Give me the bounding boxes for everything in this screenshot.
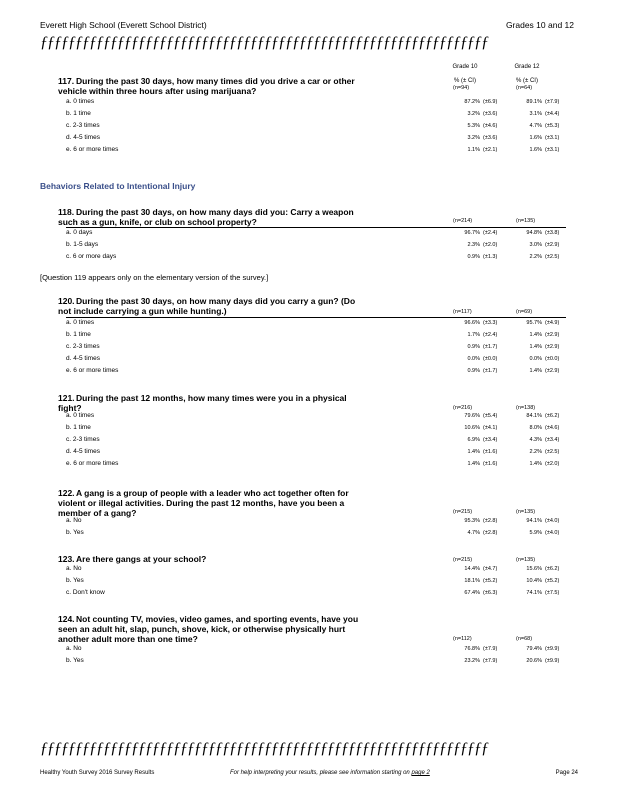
grade10-value: 67.4% <box>464 590 480 596</box>
n-grade10: (n=215) <box>453 509 473 515</box>
grade10-value: 3.2% <box>467 111 480 117</box>
n-grade10: (n=112) <box>453 636 472 642</box>
grade12-value: 95.7% <box>526 320 542 326</box>
q123-options <box>66 563 566 599</box>
option-label: c. Don't know <box>66 589 105 596</box>
grade10-ci: (±3.4) <box>483 437 498 443</box>
grade10-ci: (±6.3) <box>483 590 498 596</box>
grade12-value: 5.9% <box>529 530 542 536</box>
grade10-value: 0.9% <box>467 368 480 374</box>
grade10-value: 96.7% <box>464 230 480 236</box>
question-number: 121. <box>58 393 75 403</box>
option-row <box>66 434 566 446</box>
option-row <box>66 587 566 599</box>
grade10-ci: (±4.7) <box>483 566 498 572</box>
option-label: c. 2-3 times <box>66 343 100 350</box>
grade12-value: 4.3% <box>529 437 542 443</box>
q120-options <box>66 317 566 377</box>
grade10-value: 87.2% <box>464 99 480 105</box>
option-label: e. 6 or more times <box>66 367 119 374</box>
option-row <box>66 563 566 575</box>
option-label: e. 6 or more times <box>66 146 119 153</box>
grade12-ci: (±3.8) <box>545 230 560 236</box>
grade10-ci: (±1.7) <box>483 368 498 374</box>
question-text: Not counting TV, movies, video games, and sporting events, have you seen an adult hit, slap, punch, shove, kick, or otherwise physically hurt another adult more than one time? <box>58 614 359 644</box>
question-122 <box>58 488 368 518</box>
grade10-ci: (±1.6) <box>483 449 498 455</box>
school-title: Everett High School (Everett School District) <box>40 20 207 30</box>
option-label: a. 0 times <box>66 412 95 419</box>
question-number: 118. <box>58 207 75 217</box>
grade12-ci: (±6.2) <box>545 413 560 419</box>
option-label: a. 0 times <box>66 98 95 105</box>
grade10-ci: (±1.3) <box>483 254 498 260</box>
grade10-value: 1.4% <box>467 449 480 455</box>
grade12-value: 1.4% <box>529 368 542 374</box>
grade12-value: 1.4% <box>529 461 542 467</box>
option-row <box>66 527 566 539</box>
grade10-ci: (±2.1) <box>483 147 498 153</box>
option-label: e. 6 or more times <box>66 460 119 467</box>
option-label: b. 1-5 days <box>66 241 99 248</box>
grade10-ci: (±7.9) <box>483 658 498 664</box>
q121-options <box>66 410 566 470</box>
option-row <box>66 251 566 263</box>
grade10-ci: (±5.2) <box>483 578 498 584</box>
option-label: d. 4-5 times <box>66 355 100 362</box>
col-grade10-pct: % (± CI) <box>454 78 476 84</box>
n-grade12: (n=68) <box>516 636 533 642</box>
grade10-ci: (±3.6) <box>483 111 498 117</box>
page-2-link[interactable]: page 2 <box>411 770 430 776</box>
option-label: b. Yes <box>66 657 84 664</box>
option-row <box>66 643 566 655</box>
option-row <box>66 239 566 251</box>
option-label: b. 1 time <box>66 110 91 117</box>
option-row <box>66 341 566 353</box>
option-row <box>66 108 566 120</box>
grade12-value: 20.6% <box>526 658 542 664</box>
grade12-ci: (±2.9) <box>545 368 560 374</box>
option-label: a. No <box>66 517 82 524</box>
grade10-value: 1.4% <box>467 461 480 467</box>
n-grade12: (n=64) <box>516 85 533 91</box>
question-124 <box>58 614 368 644</box>
grade12-ci: (±0.0) <box>545 356 560 362</box>
grade12-ci: (±2.5) <box>545 449 560 455</box>
grade12-ci: (±4.9) <box>545 320 560 326</box>
grade10-value: 14.4% <box>464 566 480 572</box>
grade12-value: 94.8% <box>526 230 542 236</box>
decorative-border-top: ƒƒƒƒƒƒƒƒƒƒƒƒƒƒƒƒƒƒƒƒƒƒƒƒƒƒƒƒƒƒƒƒƒƒƒƒƒƒƒƒƒƒƒƒƒƒƒƒƒƒƒƒƒƒƒƒƒƒƒƒƒƒƒƒ <box>40 36 488 50</box>
grade12-value: 8.0% <box>529 425 542 431</box>
grade10-ci: (±4.1) <box>483 425 498 431</box>
question-text: Are there gangs at your school? <box>76 554 207 564</box>
question-text: During the past 30 days, on how many days did you carry a gun? (Do not include carrying a gun while hunting.) <box>58 296 356 316</box>
section-title: Behaviors Related to Intentional Injury <box>40 181 196 191</box>
grade10-value: 1.7% <box>467 332 480 338</box>
grade12-ci: (±4.6) <box>545 425 560 431</box>
grade10-value: 0.9% <box>467 344 480 350</box>
grade10-ci: (±2.8) <box>483 518 498 524</box>
grade10-ci: (±7.9) <box>483 646 498 652</box>
grade12-ci: (±2.5) <box>545 254 560 260</box>
option-label: d. 4-5 times <box>66 134 100 141</box>
grade10-ci: (±2.8) <box>483 530 498 536</box>
grade12-value: 84.1% <box>526 413 542 419</box>
n-grade10: (n=214) <box>453 218 473 224</box>
n-grade10: (n=216) <box>453 405 473 411</box>
question-number: 117. <box>58 76 75 86</box>
question-number: 120. <box>58 296 75 306</box>
question-text: A gang is a group of people with a leader who act together often for violent or illegal activities. During the past 12 months, have you been a member of a gang? <box>58 488 349 518</box>
grade10-ci: (±6.9) <box>483 99 498 105</box>
option-row <box>66 120 566 132</box>
grade12-ci: (±2.0) <box>545 461 560 467</box>
grade10-ci: (±2.4) <box>483 230 498 236</box>
option-row <box>66 132 566 144</box>
grade12-value: 1.6% <box>529 135 542 141</box>
question-number: 124. <box>58 614 75 624</box>
grade12-value: 0.0% <box>529 356 542 362</box>
option-row <box>66 422 566 434</box>
grade12-ci: (±5.2) <box>545 578 560 584</box>
grades-label: Grades 10 and 12 <box>505 20 574 30</box>
option-row <box>66 410 566 422</box>
grade12-ci: (±4.0) <box>545 518 560 524</box>
grade10-value: 76.8% <box>464 646 480 652</box>
grade12-ci: (±6.2) <box>545 566 560 572</box>
grade12-value: 3.1% <box>529 111 542 117</box>
n-grade10: (n=94) <box>453 85 470 91</box>
option-label: b. 1 time <box>66 424 91 431</box>
option-row <box>66 317 566 329</box>
grade12-ci: (±2.9) <box>545 344 560 350</box>
grade12-value: 1.4% <box>529 344 542 350</box>
grade12-value: 1.4% <box>529 332 542 338</box>
option-label: a. 0 days <box>66 229 93 236</box>
footer-help-text <box>230 770 430 776</box>
q122-options <box>66 515 566 539</box>
grade12-value: 79.4% <box>526 646 542 652</box>
grade10-ci: (±2.4) <box>483 332 498 338</box>
option-row <box>66 515 566 527</box>
option-label: b. Yes <box>66 577 84 584</box>
n-grade12: (n=69) <box>516 309 533 315</box>
n-grade12: (n=135) <box>516 218 536 224</box>
option-label: c. 2-3 times <box>66 436 100 443</box>
grade10-ci: (±1.6) <box>483 461 498 467</box>
grade10-value: 0.0% <box>467 356 480 362</box>
option-label: a. 0 times <box>66 319 95 326</box>
option-label: c. 2-3 times <box>66 122 100 129</box>
grade10-value: 3.2% <box>467 135 480 141</box>
grade12-ci: (±2.9) <box>545 242 560 248</box>
grade12-ci: (±2.9) <box>545 332 560 338</box>
option-row <box>66 353 566 365</box>
q124-options <box>66 643 566 667</box>
grade10-value: 23.2% <box>464 658 480 664</box>
grade12-value: 74.1% <box>526 590 542 596</box>
grade12-ci: (±7.5) <box>545 590 560 596</box>
grade12-ci: (±7.9) <box>545 99 560 105</box>
grade10-ci: (±3.3) <box>483 320 498 326</box>
grade10-value: 0.9% <box>467 254 480 260</box>
grade12-value: 10.4% <box>526 578 542 584</box>
n-grade12: (n=138) <box>516 405 536 411</box>
grade12-value: 4.7% <box>529 123 542 129</box>
grade10-value: 2.3% <box>467 242 480 248</box>
grade12-value: 2.2% <box>529 449 542 455</box>
grade10-value: 5.3% <box>467 123 480 129</box>
footer-survey-name: Healthy Youth Survey 2016 Survey Results <box>40 770 155 776</box>
note-question-119: [Question 119 appears only on the elementary version of the survey.] <box>40 273 269 282</box>
question-number: 123. <box>58 554 75 564</box>
option-row <box>66 227 566 239</box>
grade10-ci: (±1.7) <box>483 344 498 350</box>
option-label: c. 6 or more days <box>66 253 117 260</box>
grade12-value: 1.6% <box>529 147 542 153</box>
question-text: During the past 12 months, how many times were you in a physical fight? <box>58 393 347 413</box>
grade12-ci: (±9.9) <box>545 658 560 664</box>
decorative-border-bottom: ƒƒƒƒƒƒƒƒƒƒƒƒƒƒƒƒƒƒƒƒƒƒƒƒƒƒƒƒƒƒƒƒƒƒƒƒƒƒƒƒƒƒƒƒƒƒƒƒƒƒƒƒƒƒƒƒƒƒƒƒƒƒƒƒ <box>40 742 488 756</box>
option-label: b. 1 time <box>66 331 91 338</box>
option-row <box>66 655 566 667</box>
option-label: a. No <box>66 565 82 572</box>
col-grade10-header: Grade 10 <box>452 64 478 70</box>
question-text: During the past 30 days, how many times did you drive a car or other vehicle within three hours after using marijuana? <box>58 76 355 96</box>
grade12-ci: (±3.1) <box>545 147 560 153</box>
q117-options <box>66 96 566 156</box>
n-grade10: (n=117) <box>453 309 472 315</box>
grade10-value: 18.1% <box>464 578 480 584</box>
question-text: During the past 30 days, on how many days did you: Carry a weapon such as a gun, knife, or club on school property? <box>58 207 354 227</box>
n-grade12: (n=135) <box>516 557 536 563</box>
grade12-ci: (±4.4) <box>545 111 560 117</box>
grade10-ci: (±3.6) <box>483 135 498 141</box>
option-row <box>66 96 566 108</box>
grade12-ci: (±9.9) <box>545 646 560 652</box>
grade10-value: 96.6% <box>464 320 480 326</box>
grade12-ci: (±3.4) <box>545 437 560 443</box>
n-grade12: (n=135) <box>516 509 536 515</box>
grade10-value: 6.9% <box>467 437 480 443</box>
footer-help-label: For help interpreting your results, please see information starting on <box>230 770 410 776</box>
option-row <box>66 458 566 470</box>
grade12-ci: (±5.3) <box>545 123 560 129</box>
grade10-ci: (±2.0) <box>483 242 498 248</box>
option-label: a. No <box>66 645 82 652</box>
grade10-value: 95.3% <box>464 518 480 524</box>
grade10-value: 1.1% <box>467 147 480 153</box>
option-label: b. Yes <box>66 529 84 536</box>
question-118 <box>58 207 368 227</box>
question-117 <box>58 76 368 96</box>
grade12-ci: (±3.1) <box>545 135 560 141</box>
option-row <box>66 329 566 341</box>
question-120 <box>58 296 368 316</box>
option-row <box>66 144 566 156</box>
grade10-value: 4.7% <box>467 530 480 536</box>
option-row <box>66 446 566 458</box>
grade10-value: 79.6% <box>464 413 480 419</box>
grade12-value: 15.6% <box>526 566 542 572</box>
option-row <box>66 575 566 587</box>
col-grade12-pct: % (± CI) <box>516 78 538 84</box>
option-row <box>66 365 566 377</box>
grade10-value: 10.6% <box>464 425 480 431</box>
grade10-ci: (±5.4) <box>483 413 498 419</box>
n-grade10: (n=215) <box>453 557 473 563</box>
grade12-value: 94.1% <box>526 518 542 524</box>
grade10-ci: (±0.0) <box>483 356 498 362</box>
question-number: 122. <box>58 488 75 498</box>
grade12-value: 3.0% <box>529 242 542 248</box>
page-number: Page 24 <box>555 770 578 776</box>
grade12-value: 2.2% <box>529 254 542 260</box>
option-label: d. 4-5 times <box>66 448 100 455</box>
grade10-ci: (±4.6) <box>483 123 498 129</box>
grade12-value: 89.1% <box>526 99 542 105</box>
q118-options <box>66 227 566 263</box>
col-grade12-header: Grade 12 <box>514 64 540 70</box>
grade12-ci: (±4.0) <box>545 530 560 536</box>
